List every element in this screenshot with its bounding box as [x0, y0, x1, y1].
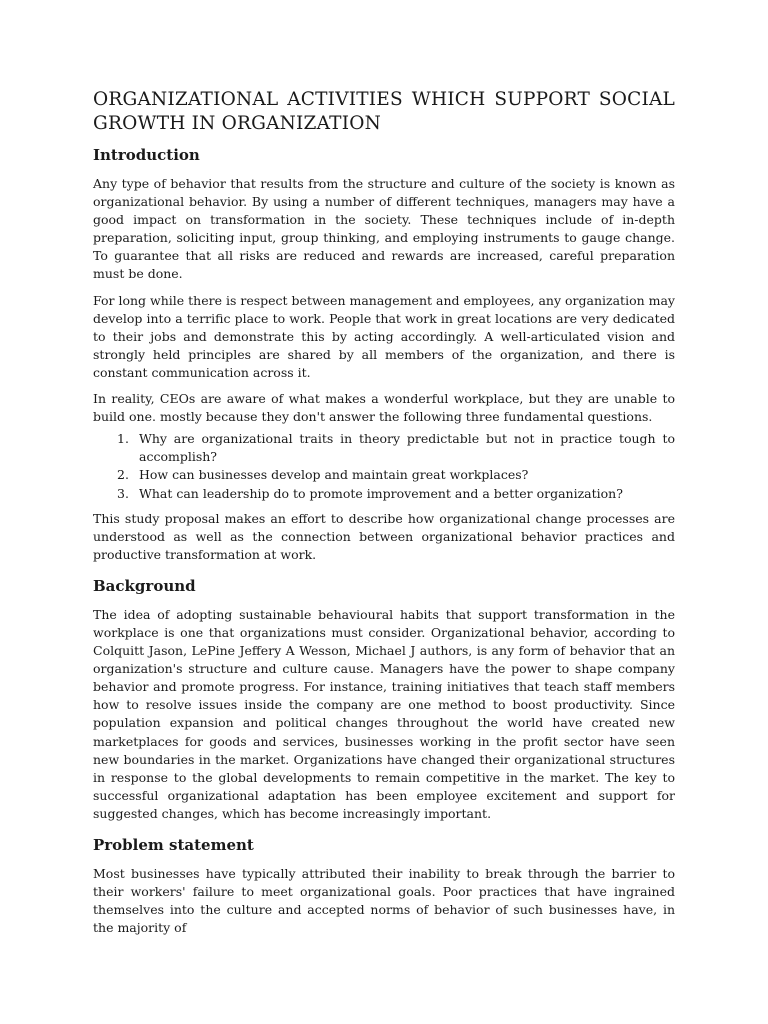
- document-page: [93, 88, 675, 945]
- section-heading-background: Background: [93, 576, 196, 595]
- list-item-number: 3.: [117, 485, 129, 501]
- list-item-number: 2.: [117, 467, 129, 483]
- paragraph: The idea of adopting sustainable behavioural habits that support transformation in the workplace is one that organizations must consider. Organizational behavior, according to Colquitt Jason, LePine Jeffery A Wesson, Michael J authors, is any form of behavior that an organization's structure and culture cause. Managers have the power to shape company behavior and promote progress. For instance, training initiatives that teach staff members how to resolve issues inside the company are one method to boost productivity. Since population expansion and political changes throughout the world have created new marketplaces for goods and services, businesses working in the profit sector have seen new boundaries in the market. Organizations have changed their organizational structures in response to the global developments to remain competitive in the market. The key to successful organizational adaptation has been employee excitement and support for suggested changes, which has become increasingly important.: [93, 606, 675, 821]
- paragraph: In reality, CEOs are aware of what makes a wonderful workplace, but they are unable to build one. mostly because they don't answer the following three fundamental questions.: [93, 391, 675, 425]
- list-item: [93, 485, 675, 503]
- list-item-number: 1.: [117, 431, 129, 447]
- section-heading-introduction: Introduction: [93, 146, 200, 164]
- paragraph: This study proposal makes an effort to describe how organizational change processes are understood as well as the connection between organizational behavior practices and productive transformation at work.: [93, 510, 675, 562]
- paragraph: For long while there is respect between management and employees, any organization may develop into a terrific place to work. People that work in great locations are very dedicated to their jobs and demonstrate this by acting accordingly. A well-articulated vision and strongly held principles are shared by all members of the organization, and there is constant communication across it.: [93, 292, 675, 380]
- list-item-text: What can leadership do to promote improvement and a better organization?: [139, 485, 623, 501]
- list-item: [93, 466, 675, 484]
- document-title: ORGANIZATIONAL ACTIVITIES WHICH SUPPORT SOCIAL GROWTH IN ORGANIZATION: [93, 89, 675, 134]
- list-item: [93, 430, 675, 466]
- list-item-text: Why are organizational traits in theory predictable but not in practice tough to accomplish?: [139, 431, 675, 465]
- question-list: [93, 430, 675, 502]
- list-item-text: How can businesses develop and maintain great workplaces?: [139, 467, 529, 483]
- paragraph: Any type of behavior that results from the structure and culture of the society is known as organizational behavior. By using a number of different techniques, managers may have a good impact on transformation in the society. These techniques include of in-depth preparation, soliciting input, group thinking, and employing instruments to gauge change. To guarantee that all risks are reduced and rewards are increased, careful preparation must be done.: [93, 176, 675, 282]
- paragraph: Most businesses have typically attributed their inability to break through the barrier to their workers' failure to meet organizational goals. Poor practices that have ingrained themselves into the culture and accepted norms of behavior of such businesses have, in the majority of: [93, 866, 675, 936]
- section-heading-problem-statement: Problem statement: [93, 836, 254, 854]
